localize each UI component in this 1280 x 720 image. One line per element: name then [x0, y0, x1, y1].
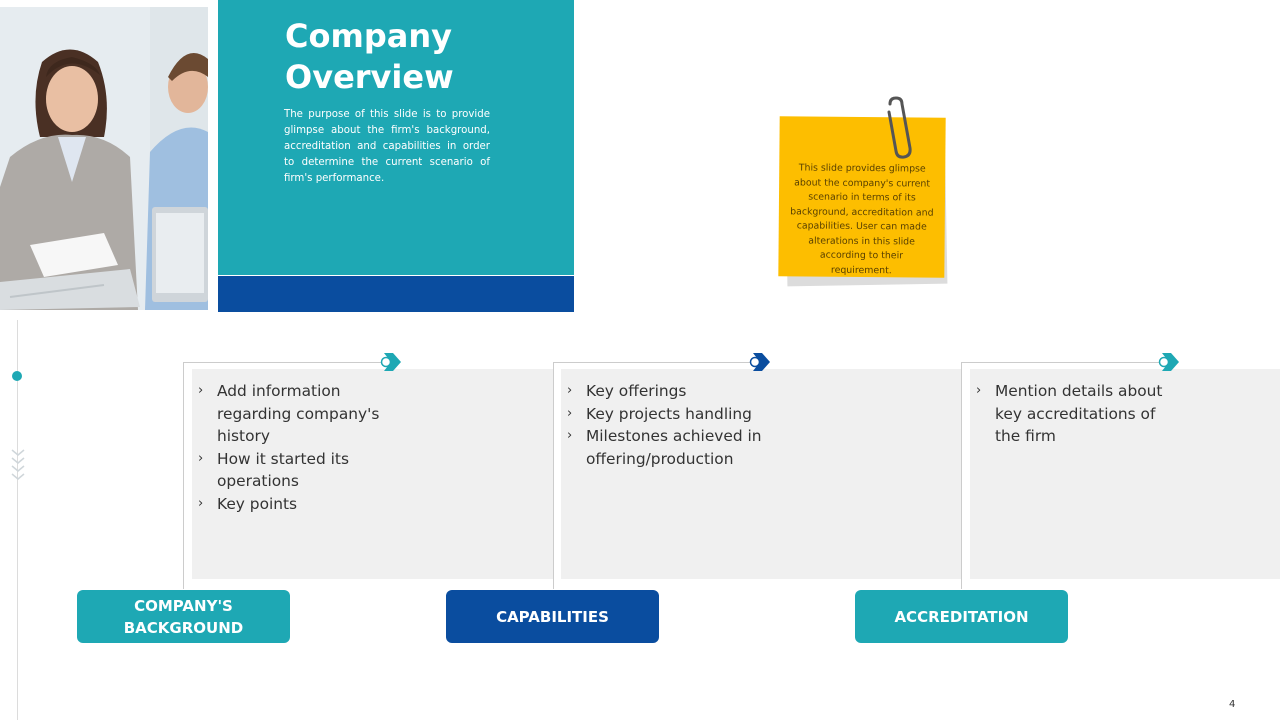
bullet-text: Milestones achieved in offering/production	[586, 427, 762, 468]
bullet-arrow-icon: ›	[976, 383, 982, 398]
timeline-dot	[12, 371, 22, 381]
slide-title: Company Overview	[285, 17, 454, 96]
paperclip-icon	[878, 96, 918, 160]
list-item	[196, 380, 396, 448]
sticky-note	[778, 116, 945, 277]
bullet-arrow-icon: ›	[567, 428, 573, 443]
title-panel	[218, 0, 574, 275]
background-bullets	[196, 380, 396, 515]
list-item	[565, 403, 775, 426]
page-number: 4	[1229, 699, 1236, 710]
bullet-arrow-icon: ›	[198, 383, 204, 398]
slide-description: The purpose of this slide is to provide glimpse about the firm's background, accreditation and capabilities in order to determine the current scenario of firm's performance.	[284, 109, 490, 184]
chevron-down-icon	[10, 448, 26, 484]
business-meeting-photo	[0, 7, 208, 310]
bullet-text: Key projects handling	[586, 404, 752, 423]
chevron-connector-icon	[1158, 352, 1180, 372]
list-item	[196, 448, 396, 493]
sticky-note-text: This slide provides glimpse about the company's current scenario in terms of its background, accreditation and capabilities. User can made alterations in this slide according to their requirement.	[790, 162, 934, 276]
title-accent-band	[218, 276, 574, 312]
bullet-arrow-icon: ›	[567, 405, 573, 421]
chevron-connector-icon	[380, 352, 402, 372]
bullet-text: Key points	[217, 494, 298, 513]
capabilities-button[interactable]: CAPABILITIES	[446, 590, 659, 643]
bullet-arrow-icon: ›	[567, 383, 573, 398]
accreditation-bullets	[974, 380, 1174, 448]
company-background-button[interactable]: COMPANY'S BACKGROUND	[77, 590, 290, 643]
list-item	[196, 493, 396, 516]
bullet-text: How it started its operations	[217, 449, 349, 490]
bullet-text: Key offerings	[586, 382, 687, 400]
bullet-text: Mention details about key accreditations of the firm	[995, 382, 1163, 445]
chevron-connector-icon	[749, 352, 771, 372]
capabilities-bullets	[565, 380, 775, 470]
list-item	[565, 380, 775, 403]
bullet-arrow-icon: ›	[198, 450, 204, 466]
accreditation-button[interactable]: ACCREDITATION	[855, 590, 1068, 643]
bullet-text: Add information regarding company's history	[217, 382, 380, 445]
bullet-arrow-icon: ›	[198, 495, 204, 511]
list-item	[565, 425, 775, 470]
list-item	[974, 380, 1174, 448]
